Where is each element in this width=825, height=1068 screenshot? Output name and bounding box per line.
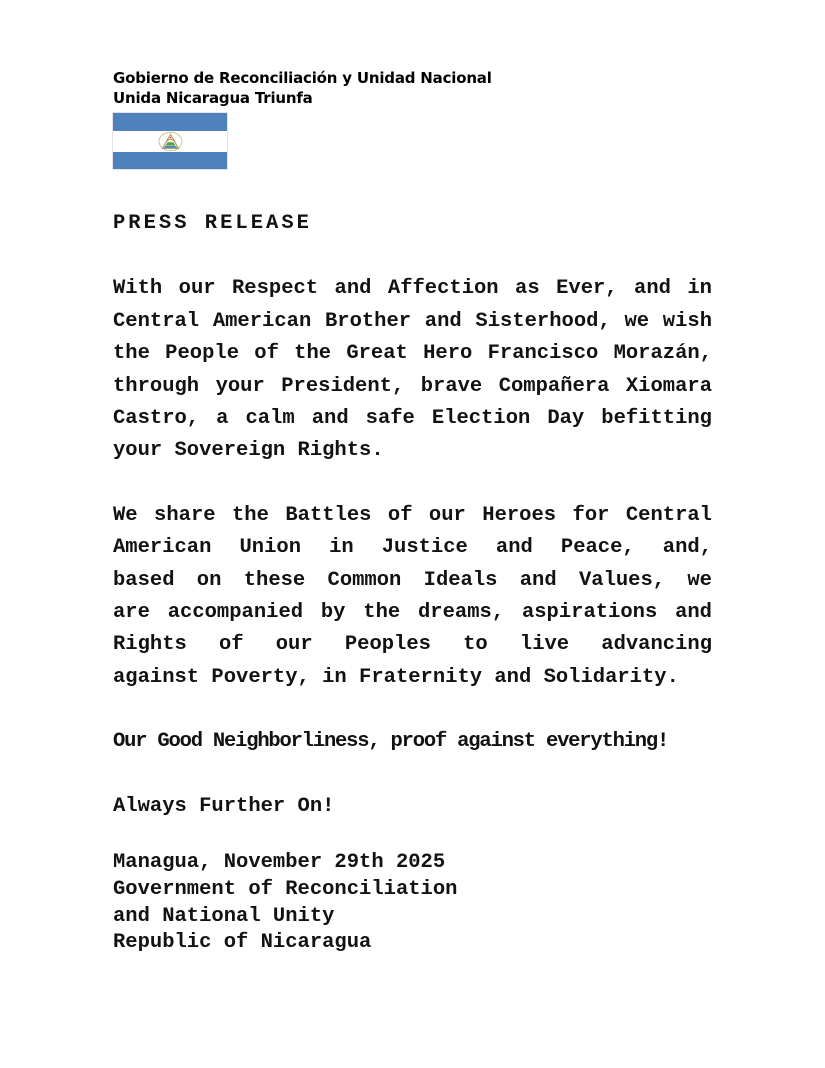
text-line: the People of the Great Hero Francisco Morazán,	[113, 342, 712, 366]
body-paragraph-1	[113, 273, 712, 467]
press-release-title: PRESS RELEASE	[113, 212, 312, 235]
text-line: American Union in Justice and Peace, and,	[113, 536, 712, 560]
text-line: We share the Battles of our Heroes for Central	[113, 503, 712, 527]
closing-line-2: Always Further On!	[113, 794, 335, 818]
org-name: Gobierno de Reconciliación y Unidad Nacional	[113, 69, 492, 87]
text-line: Republic of Nicaragua	[113, 931, 372, 955]
text-line: With our Respect and Affection as Ever, and in	[113, 277, 712, 301]
flag-stripe-white	[113, 131, 227, 152]
text-line: Government of Reconciliation	[113, 877, 458, 901]
text-line: Central American Brother and Sisterhood, we wish	[113, 309, 712, 333]
closing-line-1: Our Good Neighborliness, proof against everything!	[113, 730, 669, 754]
text-line: through your President, brave Compañera Xiomara	[113, 374, 712, 398]
text-line: against Poverty, in Fraternity and Solidarity.	[113, 665, 679, 689]
text-line: Managua, November 29th 2025	[113, 851, 446, 875]
text-line: and National Unity	[113, 904, 335, 928]
body-paragraph-2	[113, 500, 712, 694]
text-line: Rights of our Peoples to live advancing	[113, 633, 712, 657]
nicaragua-flag	[113, 113, 227, 169]
flag-stripe-blue-top	[113, 113, 227, 131]
org-slogan: Unida Nicaragua Triunfa	[113, 89, 313, 107]
text-line: based on these Common Ideals and Values, we	[113, 568, 712, 592]
text-line: are accompanied by the dreams, aspirations and	[113, 601, 712, 625]
flag-stripe-blue-bottom	[113, 152, 227, 170]
nicaragua-coat-of-arms-icon	[157, 131, 184, 152]
text-line: your Sovereign Rights.	[113, 439, 384, 463]
text-line: Castro, a calm and safe Election Day befitting	[113, 407, 712, 431]
letterhead	[113, 68, 712, 108]
signature-block	[113, 850, 712, 957]
